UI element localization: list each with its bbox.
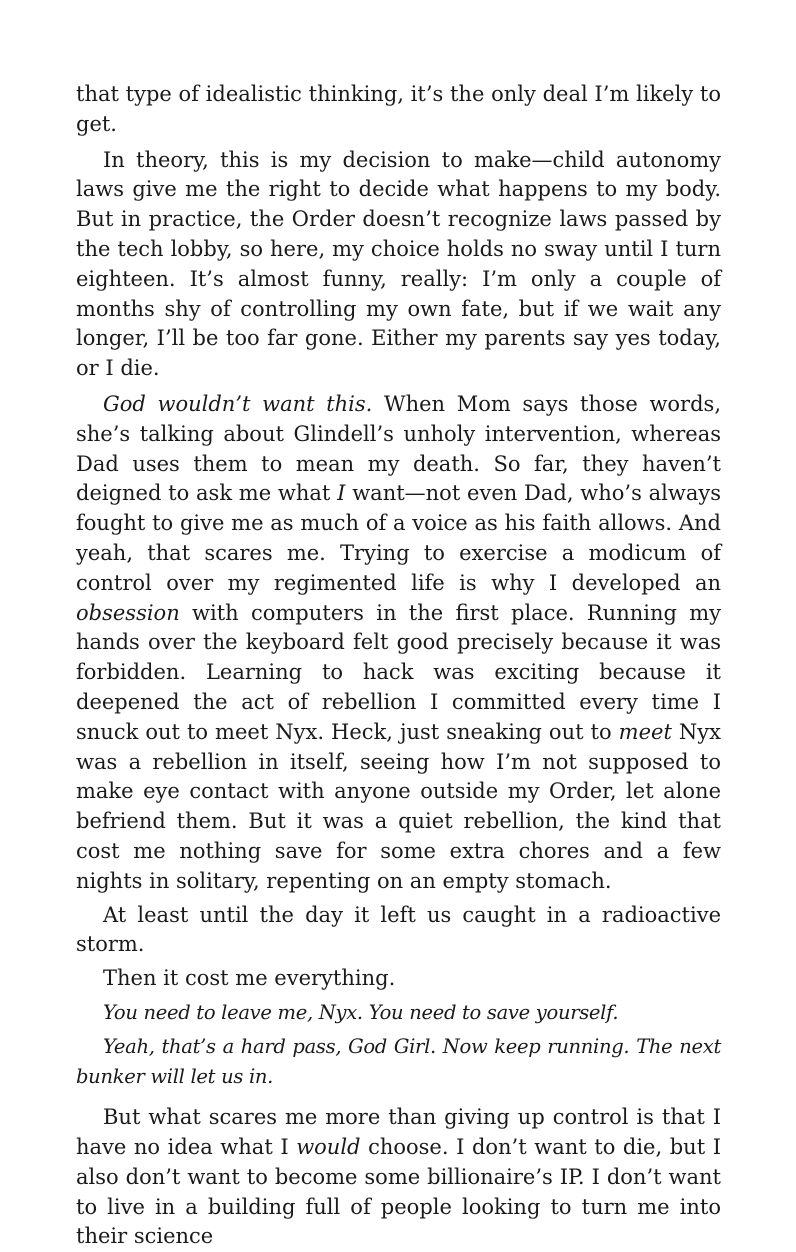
paragraph-2: In theory, this is my decision to make—child autonomy laws give me the right to decide what happens to my body. But in practice, the Order doesn’t recognize laws passed by the tech lobby, so here, my choice holds no sway until I turn eighteen. It’s almost funny, really: I’m only a couple of months shy of controlling my own fate, but if we wait any longer, I’ll be too far gone. Either my parents say yes today, or I die. bbox=[76, 147, 721, 381]
paragraph-5: Then it cost me everything. bbox=[103, 966, 396, 991]
paragraph-8-segment-2: would bbox=[296, 1135, 361, 1160]
paragraph-3-segment-8: Nyx was a rebellion in itself, seeing how I’m not supposed to make eye contact with anyone outside my Order, let alone befriend them. But it was a quiet rebellion, the kind that cost me nothing save for some extra chores and a few nights in solitary, repenting on an empty stomach. bbox=[76, 719, 721, 893]
paragraph-3 bbox=[76, 390, 721, 897]
paragraph-8 bbox=[76, 1103, 721, 1252]
paragraph-6-italic: You need to leave me, Nyx. You need to save yourself. bbox=[103, 1000, 619, 1024]
paragraph-3-segment-1: God wouldn’t want this. bbox=[103, 391, 373, 416]
paragraph-4: At least until the day it left us caught in a radioactive storm. bbox=[76, 902, 721, 957]
paragraph-3-segment-7: meet bbox=[618, 719, 672, 744]
paragraph-3-segment-3: I bbox=[337, 481, 346, 506]
paragraph-1: that type of idealistic thinking, it’s the only deal I’m likely to get. bbox=[76, 82, 721, 136]
paragraph-3-segment-2: When Mom says those words, she’s talking about Glindell’s unholy intervention, whereas Dad uses them to mean my death. So far, they haven’t deigned to ask me what bbox=[76, 391, 721, 506]
paragraph-8-segment-3: choose. I don’t want to die, but I also don’t want to become some billionaire’s IP. I don’t want to live in a building full of people looking to turn me into their science bbox=[76, 1135, 721, 1249]
paragraph-7-italic: Yeah, that’s a hard pass, God Girl. Now keep running. The next bunker will let us in. bbox=[76, 1034, 721, 1088]
paragraph-3-segment-4: want—not even Dad, who’s always fought to give me as much of a voice as his faith allows. And yeah, that scares me. Trying to exercise a modicum of control over my regimented life is why I developed an bbox=[76, 481, 721, 595]
paragraph-3-segment-6: with computers in the first place. Running my hands over the keyboard felt good precisely because it was forbidden. Learning to hack was exciting because it deepened the act of rebellion I committed every time I snuck out to meet Nyx. Heck, just sneaking out to bbox=[76, 600, 721, 744]
paragraph-8-segment-1: But what scares me more than giving up control is that I have no idea what I bbox=[76, 1105, 721, 1160]
book-page bbox=[76, 80, 721, 1252]
paragraph-3-segment-5: obsession bbox=[76, 600, 180, 625]
